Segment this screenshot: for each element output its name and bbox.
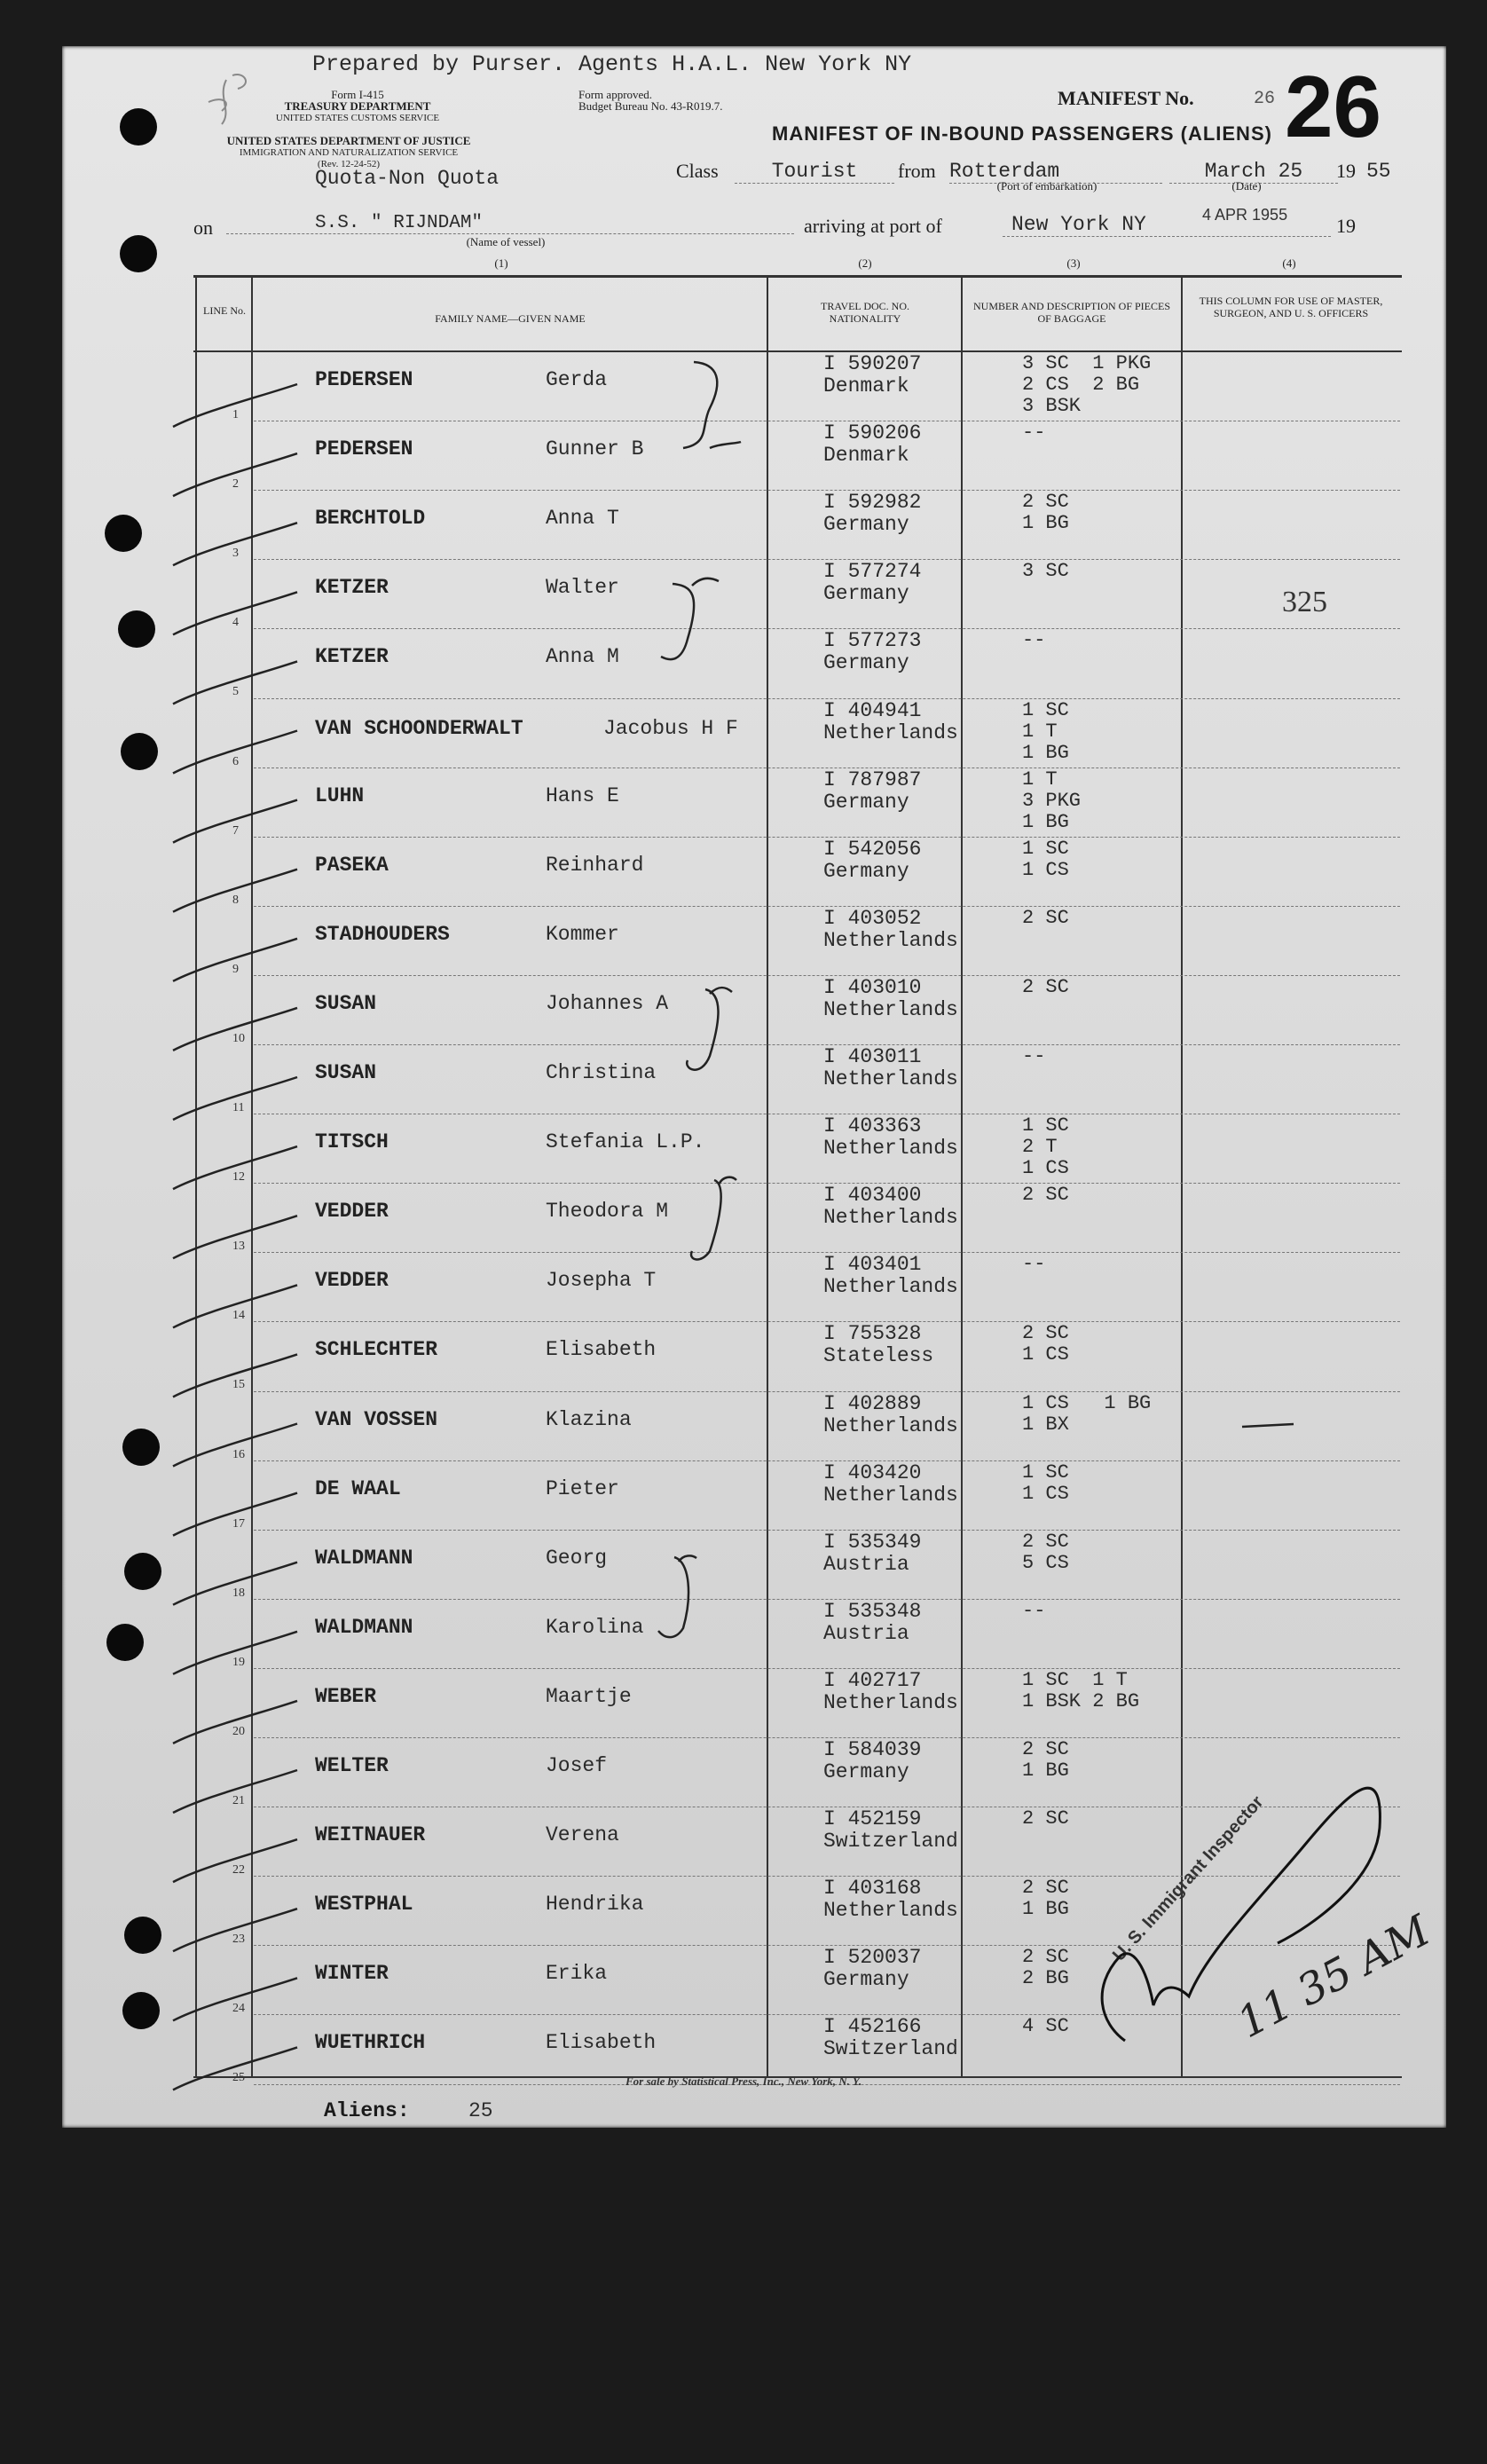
row-check-mark	[173, 1770, 297, 1813]
immigration-label: IMMIGRATION AND NATURALIZATION SERVICE	[239, 147, 459, 158]
row-travel-doc: I 542056	[823, 837, 922, 861]
col-header-baggage: NUMBER AND DESCRIPTION OF PIECES OF BAGGAGE	[972, 300, 1171, 325]
col-header-name: FAMILY NAME—GIVEN NAME	[435, 312, 586, 325]
row-line-number: 24	[232, 2002, 245, 2016]
row-line-number: 20	[232, 1724, 245, 1738]
row-check-mark	[173, 1701, 297, 1744]
row-family-name: WEBER	[315, 1684, 377, 1708]
row-line-number: 22	[232, 1863, 245, 1878]
row-family-name: SUSAN	[315, 1061, 377, 1084]
row-baggage: 2 SC	[1022, 975, 1069, 998]
row-nationality: Netherlands	[823, 1413, 958, 1437]
aliens-count: 25	[468, 2099, 493, 2122]
justice-label: UNITED STATES DEPARTMENT OF JUSTICE	[226, 134, 471, 147]
row-family-name: KETZER	[315, 576, 389, 600]
row-given-name: Walter	[546, 576, 619, 600]
row-travel-doc: I 403401	[823, 1253, 922, 1277]
row-travel-doc: I 403420	[823, 1460, 922, 1484]
col-header-line: LINE No.	[203, 304, 246, 317]
row-family-name: WALDMANN	[315, 1546, 413, 1570]
row-line-number: 3	[232, 547, 239, 561]
row-baggage: 2 SC	[1022, 906, 1069, 929]
row-family-name: LUHN	[315, 783, 365, 807]
row-given-name: Erika	[546, 1962, 608, 1986]
row-given-name: Karolina	[546, 1615, 644, 1639]
row-baggage: 1 SC 1 T 1 BSK 2 BG	[1022, 1668, 1140, 1712]
row-check-mark	[173, 939, 297, 981]
row-line-number: 11	[232, 1101, 245, 1114]
row-family-name: DE WAAL	[315, 1476, 401, 1500]
row-family-name: VEDDER	[315, 1269, 389, 1293]
row-check-mark	[173, 1354, 297, 1397]
row-check-mark	[173, 384, 297, 427]
row-baggage: 1 SC 2 T 1 CS	[1022, 1114, 1069, 1180]
row-given-name: Elisabeth	[546, 1338, 657, 1362]
row-line-number: 4	[232, 616, 239, 630]
manifest-no-big: 26	[1285, 58, 1382, 155]
vessel-label: (Name of vessel)	[466, 235, 546, 248]
row-check-mark	[173, 1008, 297, 1051]
row-given-name: Josef	[546, 1754, 608, 1777]
port-embark-label: (Port of embarkation)	[996, 179, 1098, 193]
row-check-mark	[173, 1563, 297, 1605]
date-stamp: 4 APR 1955	[1202, 206, 1288, 224]
row-given-name: Johannes A	[546, 991, 669, 1015]
row-baggage: 2 SC 2 BG	[1022, 1946, 1069, 1990]
row-family-name: BERCHTOLD	[315, 507, 426, 531]
row-family-name: STADHOUDERS	[315, 922, 450, 946]
row-check-mark	[173, 731, 297, 774]
row-baggage: 3 SC	[1022, 560, 1069, 583]
quota-label: Quota-Non Quota	[315, 167, 500, 190]
row-family-name: PASEKA	[315, 853, 389, 877]
col-header-doc: TRAVEL DOC. NO. NATIONALITY	[820, 300, 909, 325]
rev-label: (Rev. 12-24-52)	[317, 159, 381, 169]
row-baggage: 2 SC 1 CS	[1022, 1322, 1069, 1366]
row-line-number: 16	[232, 1447, 245, 1461]
row-check-mark	[173, 453, 297, 496]
row-travel-doc: I 452159	[823, 1807, 922, 1831]
row-nationality: Germany	[823, 859, 909, 883]
row-line-number: 12	[232, 1170, 245, 1185]
vessel-value: S.S. " RIJNDAM"	[226, 213, 794, 234]
row-travel-doc: I 584039	[823, 1738, 922, 1761]
from-label: from	[898, 160, 936, 182]
row-given-name: Reinhard	[546, 853, 644, 877]
row-baggage: --	[1022, 1599, 1046, 1622]
customs-label: UNITED STATES CUSTOMS SERVICE	[275, 113, 440, 123]
row-line-number: 6	[232, 754, 239, 768]
row-family-name: WESTPHAL	[315, 1893, 413, 1917]
row-given-name: Georg	[546, 1546, 608, 1570]
row-line-number: 10	[232, 1031, 245, 1045]
row-line-number: 9	[232, 962, 239, 976]
row-nationality: Germany	[823, 1968, 909, 1992]
row-check-mark	[173, 1285, 297, 1327]
col-num-2: (2)	[858, 256, 872, 270]
manifest-no-label: MANIFEST No.	[1058, 87, 1194, 109]
row-check-mark	[173, 523, 297, 565]
row-nationality: Germany	[823, 582, 909, 606]
row-given-name: Anna T	[546, 507, 619, 531]
row-travel-doc: I 577274	[823, 560, 922, 584]
row-baggage: 2 SC 1 BG	[1022, 1877, 1069, 1921]
row-line-number: 7	[232, 823, 239, 838]
row-nationality: Netherlands	[823, 1275, 958, 1299]
row-baggage: 1 SC 1 CS	[1022, 1460, 1069, 1505]
row-check-mark	[173, 1077, 297, 1120]
row-nationality: Netherlands	[823, 1067, 958, 1090]
row-family-name: WEITNAUER	[315, 1823, 426, 1847]
row-travel-doc: I 535349	[823, 1530, 922, 1554]
row-nationality: Netherlands	[823, 1483, 958, 1507]
row-family-name: VEDDER	[315, 1200, 389, 1224]
row-nationality: Netherlands	[823, 1206, 958, 1230]
row-given-name: Hans E	[546, 783, 619, 807]
row-baggage: 2 SC 5 CS	[1022, 1530, 1069, 1574]
row-line-number: 21	[232, 1794, 245, 1807]
row-nationality: Denmark	[823, 374, 909, 398]
row-line-number: 2	[232, 477, 239, 492]
row-baggage: 1 SC 1 CS	[1022, 837, 1069, 881]
row-nationality: Austria	[823, 1552, 909, 1576]
row-given-name: Gunner B	[546, 437, 644, 461]
row-family-name: SUSAN	[315, 991, 377, 1015]
row-travel-doc: I 590206	[823, 421, 922, 445]
row-family-name: KETZER	[315, 645, 389, 669]
row-family-name: WELTER	[315, 1754, 389, 1777]
row-nationality: Denmark	[823, 444, 909, 468]
on-label: on	[193, 216, 213, 239]
row-line-number: 13	[232, 1240, 245, 1254]
class-label: Class	[676, 160, 719, 182]
row-baggage: 2 SC 1 BG	[1022, 491, 1069, 535]
row-given-name: Elisabeth	[546, 2031, 657, 2055]
inspector-stamp: U. S. Immigrant Inspector	[1109, 1791, 1268, 1965]
row-travel-doc: I 452166	[823, 2015, 922, 2039]
row-travel-doc: I 520037	[823, 1946, 922, 1970]
row-travel-doc: I 592982	[823, 491, 922, 515]
row-check-mark	[173, 592, 297, 634]
row-nationality: Germany	[823, 513, 909, 537]
row-nationality: Switzerland	[823, 2037, 958, 2061]
row-check-mark	[173, 1978, 297, 2020]
prepared-by: Prepared by Purser. Agents H.A.L. New York NY	[312, 51, 912, 77]
row-travel-doc: I 403400	[823, 1184, 922, 1208]
row-check-mark	[173, 1424, 297, 1467]
date-value: March 25	[1169, 160, 1338, 184]
from-value: Rotterdam	[949, 160, 1162, 184]
manifest-no-small: 26	[1254, 89, 1276, 109]
row-travel-doc: I 403168	[823, 1877, 922, 1901]
row-given-name: Josepha T	[546, 1269, 657, 1293]
time-note: 11 35 AM	[1229, 1905, 1438, 2049]
row-baggage: 1 CS 1 BG 1 BX	[1022, 1391, 1152, 1436]
row-check-mark	[173, 2047, 297, 2090]
row-baggage: 4 SC	[1022, 2015, 1069, 2038]
row-family-name: WALDMANN	[315, 1615, 413, 1639]
row-baggage: 3 SC 1 PKG 2 CS 2 BG 3 BSK	[1022, 352, 1152, 417]
row-baggage: 2 SC	[1022, 1807, 1069, 1830]
row-baggage: --	[1022, 1253, 1046, 1276]
row-nationality: Germany	[823, 651, 909, 675]
row-line-number: 15	[232, 1378, 245, 1392]
row-family-name: WUETHRICH	[315, 2031, 426, 2055]
row-nationality: Netherlands	[823, 1690, 958, 1714]
row-baggage: --	[1022, 421, 1046, 445]
row-baggage: 1 SC 1 T 1 BG	[1022, 698, 1069, 764]
row-travel-doc: I 590207	[823, 352, 922, 375]
row-given-name: Maartje	[546, 1684, 632, 1708]
row-nationality: Netherlands	[823, 1137, 958, 1161]
row-family-name: TITSCH	[315, 1130, 389, 1154]
row-given-name: Stefania L.P.	[546, 1130, 705, 1154]
row-travel-doc: I 402889	[823, 1391, 922, 1415]
row-check-mark	[173, 1493, 297, 1536]
aliens-label: Aliens:	[324, 2099, 410, 2122]
row-line-number: 1	[232, 408, 239, 421]
row-line-number: 14	[232, 1309, 245, 1323]
row-nationality: Germany	[823, 790, 909, 814]
date-label: (Date)	[1231, 179, 1262, 193]
row-family-name: VAN VOSSEN	[315, 1407, 438, 1431]
row-given-name: Anna M	[546, 645, 619, 669]
row-family-name: SCHLECHTER	[315, 1338, 438, 1362]
row-family-name: PEDERSEN	[315, 437, 413, 461]
row-check-mark	[173, 661, 297, 704]
row-nationality: Switzerland	[823, 1830, 958, 1854]
row-line-number: 17	[232, 1516, 245, 1531]
row-check-mark	[173, 1909, 297, 1951]
row-given-name: Hendrika	[546, 1893, 644, 1917]
row-check-mark	[173, 1839, 297, 1882]
col-num-4: (4)	[1282, 256, 1296, 270]
row-travel-doc: I 787987	[823, 768, 922, 791]
row-travel-doc: I 403052	[823, 906, 922, 930]
row-travel-doc: I 404941	[823, 698, 922, 722]
row-baggage: --	[1022, 629, 1046, 652]
row-family-name: VAN SCHOONDERWALT	[315, 716, 523, 740]
row-check-mark	[173, 1146, 297, 1189]
row-travel-doc: I 403010	[823, 975, 922, 999]
row-check-mark	[173, 1632, 297, 1674]
row-family-name: WINTER	[315, 1962, 389, 1986]
row-travel-doc: I 403363	[823, 1114, 922, 1138]
row-travel-doc: I 403011	[823, 1045, 922, 1068]
row-given-name: Gerda	[546, 368, 608, 391]
col-num-3: (3)	[1066, 256, 1081, 270]
row-baggage: 1 T 3 PKG 1 BG	[1022, 768, 1082, 833]
row-given-name: Theodora M	[546, 1200, 669, 1224]
manifest-title: MANIFEST OF IN-BOUND PASSENGERS (ALIENS)	[772, 122, 1272, 145]
row-travel-doc: I 402717	[823, 1668, 922, 1692]
row-check-mark	[173, 800, 297, 843]
row-line-number: 23	[232, 1933, 245, 1947]
form-number: Form I-415	[331, 88, 384, 101]
budget-bureau: Budget Bureau No. 43-R019.7.	[578, 99, 723, 113]
treasury-label: TREASURY DEPARTMENT	[284, 99, 431, 113]
arriving-label: arriving at port of	[804, 215, 942, 237]
margin-number: 325	[1282, 586, 1327, 618]
row-given-name: Verena	[546, 1823, 619, 1847]
row-line-number: 19	[232, 1655, 245, 1669]
row-check-mark	[173, 1216, 297, 1258]
row-nationality: Germany	[823, 1760, 909, 1783]
row-given-name: Pieter	[546, 1476, 619, 1500]
class-value: Tourist	[735, 160, 894, 184]
row-nationality: Netherlands	[823, 997, 958, 1021]
arriving-value: New York NY	[1003, 213, 1331, 237]
row-given-name: Kommer	[546, 922, 619, 946]
row-nationality: Netherlands	[823, 720, 958, 744]
col-header-officers: THIS COLUMN FOR USE OF MASTER, SURGEON, AND U. S. OFFICERS	[1199, 295, 1383, 319]
row-travel-doc: I 577273	[823, 629, 922, 653]
row-line-number: 8	[232, 893, 239, 907]
year2-label: 19	[1336, 215, 1356, 237]
row-baggage: 2 SC	[1022, 1184, 1069, 1207]
row-given-name: Christina	[546, 1061, 657, 1084]
row-line-number: 25	[232, 2071, 245, 2085]
row-nationality: Netherlands	[823, 928, 958, 952]
row-baggage: 2 SC 1 BG	[1022, 1738, 1069, 1782]
form-approved: Form approved.	[578, 88, 653, 101]
printer-line: For sale by Statistical Press, Inc., New York, N. Y.	[625, 2074, 862, 2088]
row-nationality: Netherlands	[823, 1899, 958, 1923]
row-given-name: Klazina	[546, 1407, 632, 1431]
row-line-number: 18	[232, 1586, 245, 1600]
row-given-name: Jacobus H F	[603, 716, 738, 740]
col-num-1: (1)	[494, 256, 508, 270]
row-family-name: PEDERSEN	[315, 368, 413, 391]
year-prefix: 19	[1336, 160, 1356, 182]
row-travel-doc: I 755328	[823, 1322, 922, 1346]
row-nationality: Austria	[823, 1621, 909, 1645]
year-value: 55	[1366, 160, 1391, 183]
row-line-number: 5	[232, 685, 239, 699]
row-nationality: Stateless	[823, 1344, 934, 1368]
row-travel-doc: I 535348	[823, 1599, 922, 1623]
row-baggage: --	[1022, 1045, 1046, 1067]
row-check-mark	[173, 870, 297, 912]
